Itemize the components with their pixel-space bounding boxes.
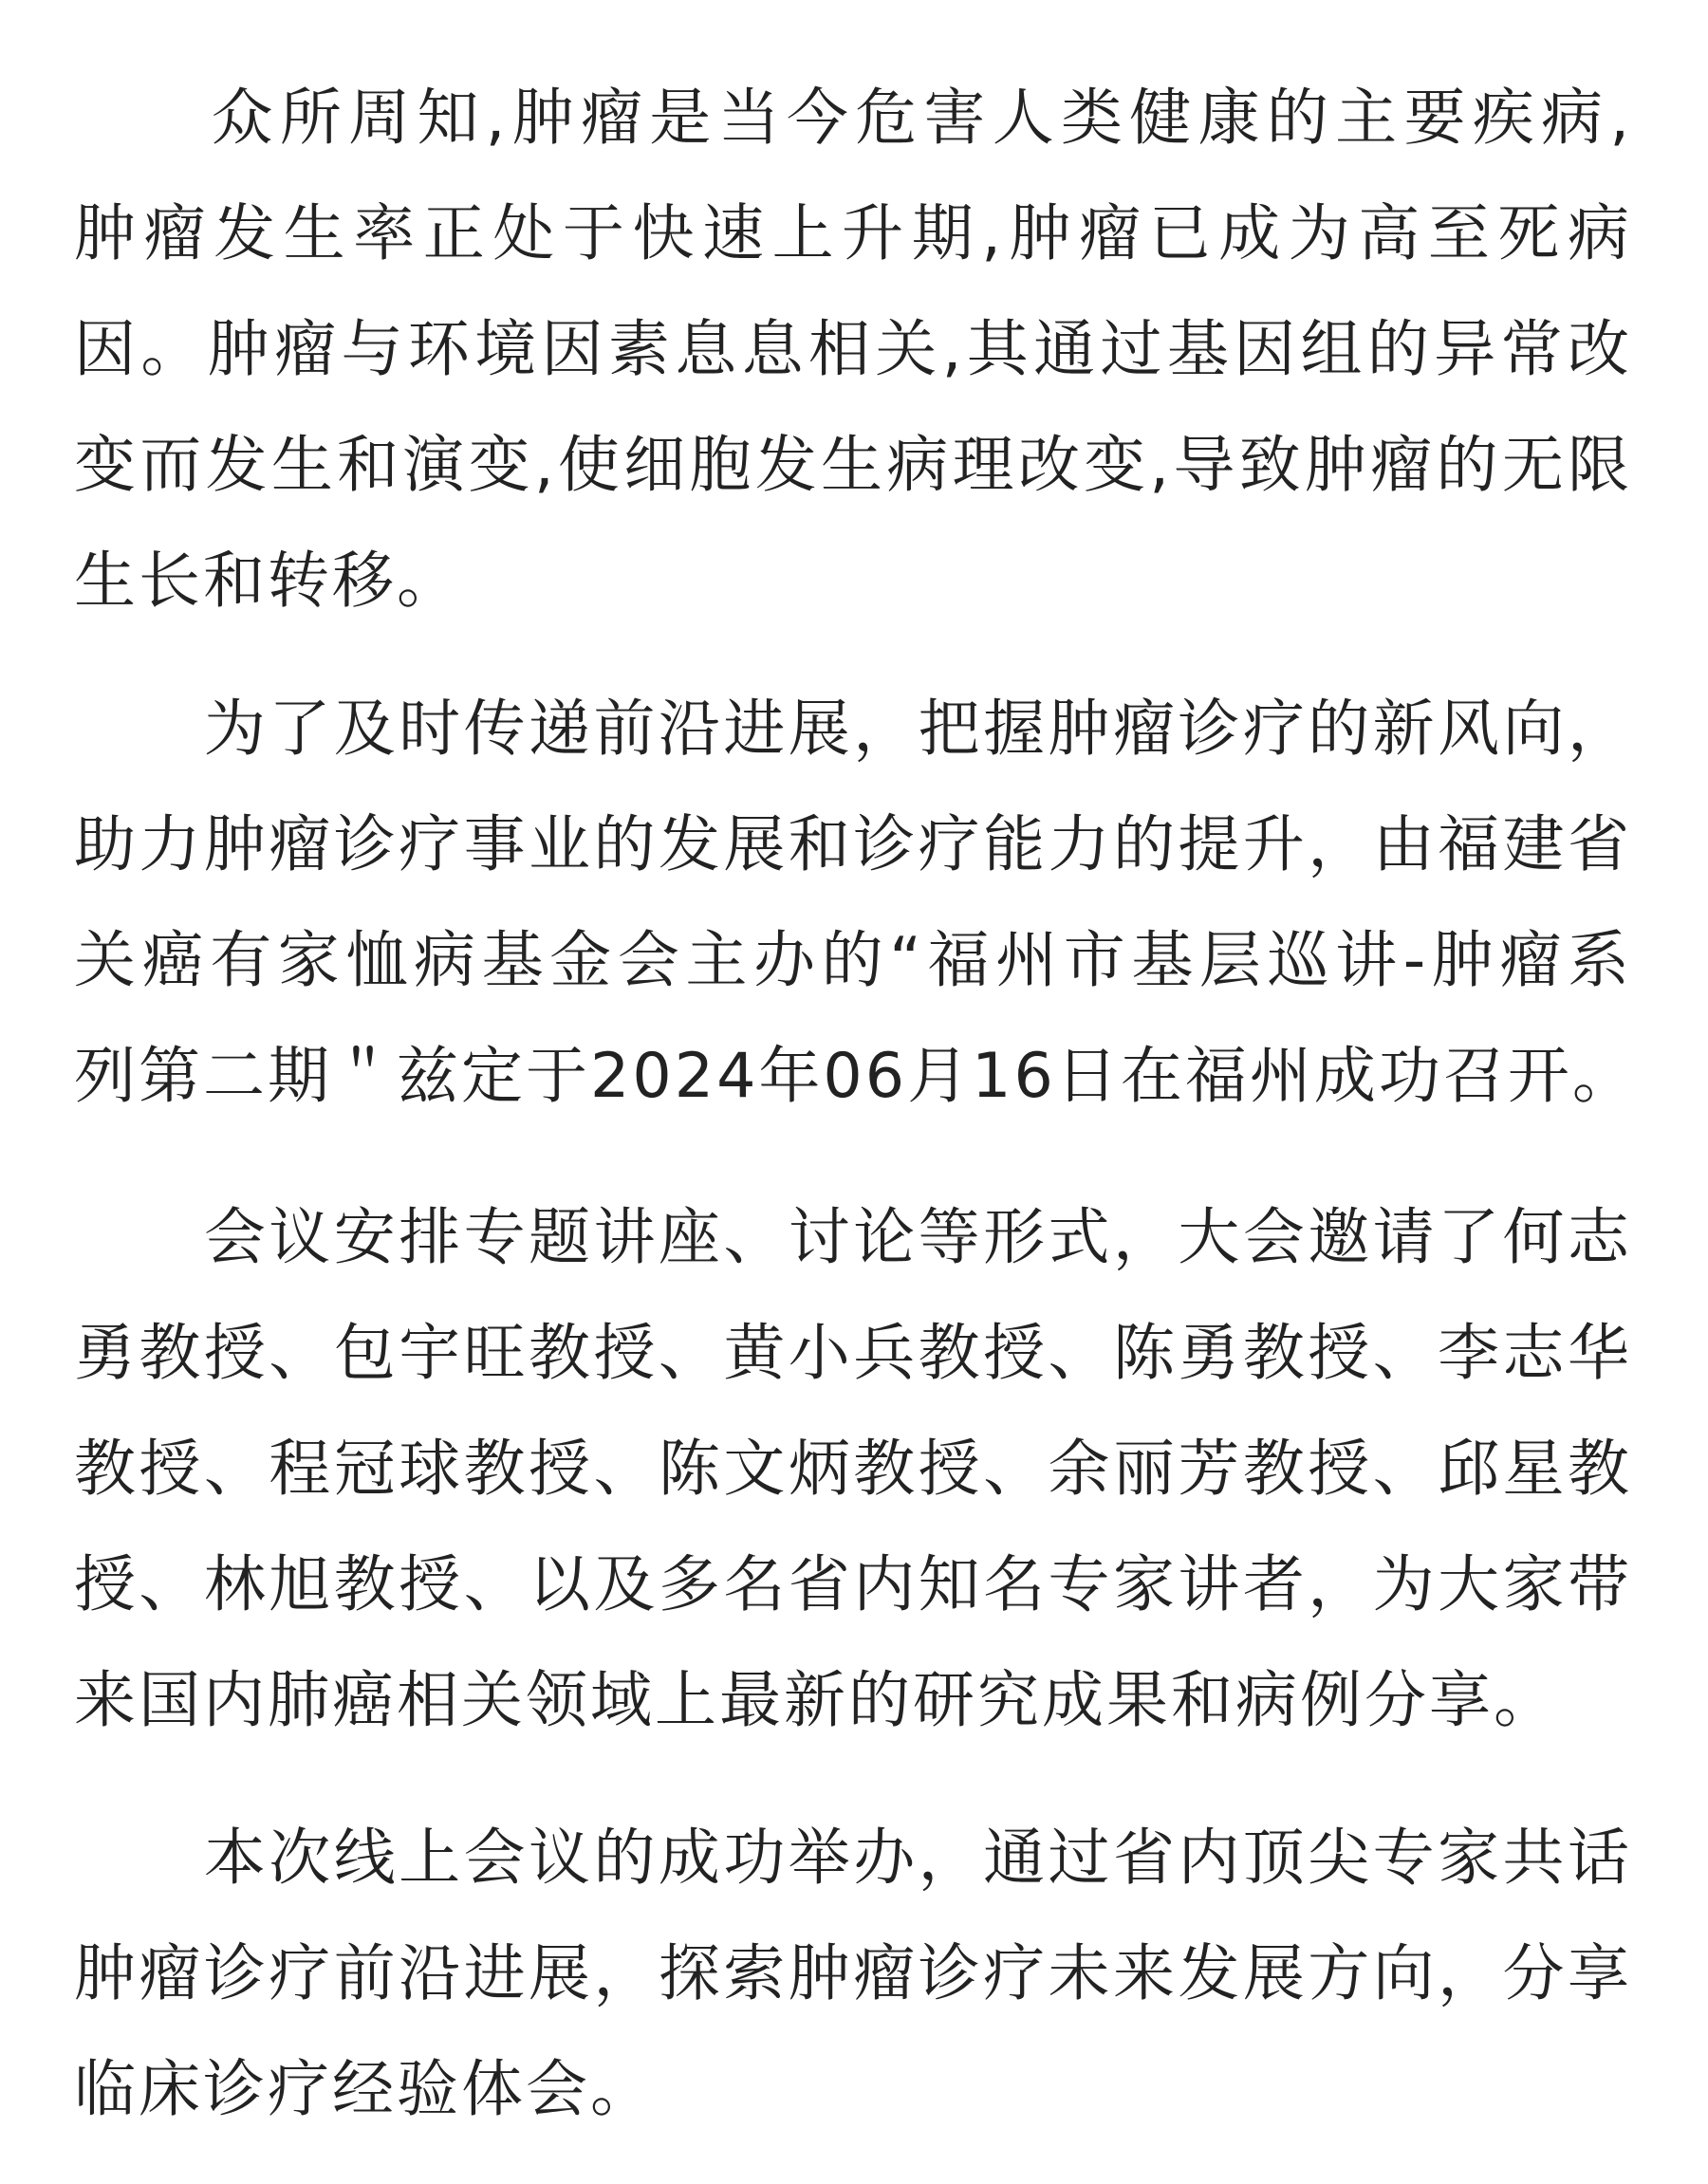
text-line: 授、林旭教授、以及多名省内知名专家讲者，为大家带 — [74, 1549, 1632, 1620]
text-line: 助力肿瘤诊疗事业的发展和诊疗能力的提升，由福建省 — [74, 809, 1632, 880]
paragraph-summary — [74, 1801, 1632, 2148]
text-line: 本次线上会议的成功举办，通过省内顶尖专家共话 — [74, 1823, 1632, 1894]
text-line: 勇教授、包宇旺教授、黄小兵教授、陈勇教授、李志华 — [74, 1318, 1632, 1389]
text-line: 关癌有家恤病基金会主办的“福州市基层巡讲-肿瘤系 — [74, 925, 1632, 996]
text-line: 因。肿瘤与环境因素息息相关,其通过基因组的异常改 — [74, 314, 1632, 385]
paragraph-speakers — [74, 1180, 1632, 1759]
text-line: 为了及时传递前沿进展，把握肿瘤诊疗的新风向， — [74, 694, 1632, 765]
text-line: 变而发生和演变,使细胞发生病理改变,导致肿瘤的无限 — [74, 430, 1632, 501]
text-line: 来国内肺癌相关领域上最新的研究成果和病例分享。 — [74, 1665, 1559, 1736]
text-line: 教授、程冠球教授、陈文炳教授、余丽芳教授、邱星教 — [74, 1434, 1632, 1505]
text-line: 肿瘤诊疗前沿进展，探索肿瘤诊疗未来发展方向，分享 — [74, 1938, 1632, 2009]
article-body — [74, 61, 1637, 2180]
text-line: 众所周知,肿瘤是当今危害人类健康的主要疾病, — [74, 83, 1632, 154]
paragraph-intro — [74, 61, 1632, 639]
paragraph-event — [74, 672, 1637, 1135]
text-line: 肿瘤发生率正处于快速上升期,肿瘤已成为高至死病 — [74, 198, 1632, 269]
text-line: 列第二期＂兹定于2024年06月16日在福州成功召开。 — [74, 1041, 1637, 1112]
text-line: 临床诊疗经验体会。 — [74, 2054, 656, 2125]
text-line: 生长和转移。 — [74, 546, 462, 617]
text-line: 会议安排专题讲座、讨论等形式，大会邀请了何志 — [74, 1202, 1632, 1273]
